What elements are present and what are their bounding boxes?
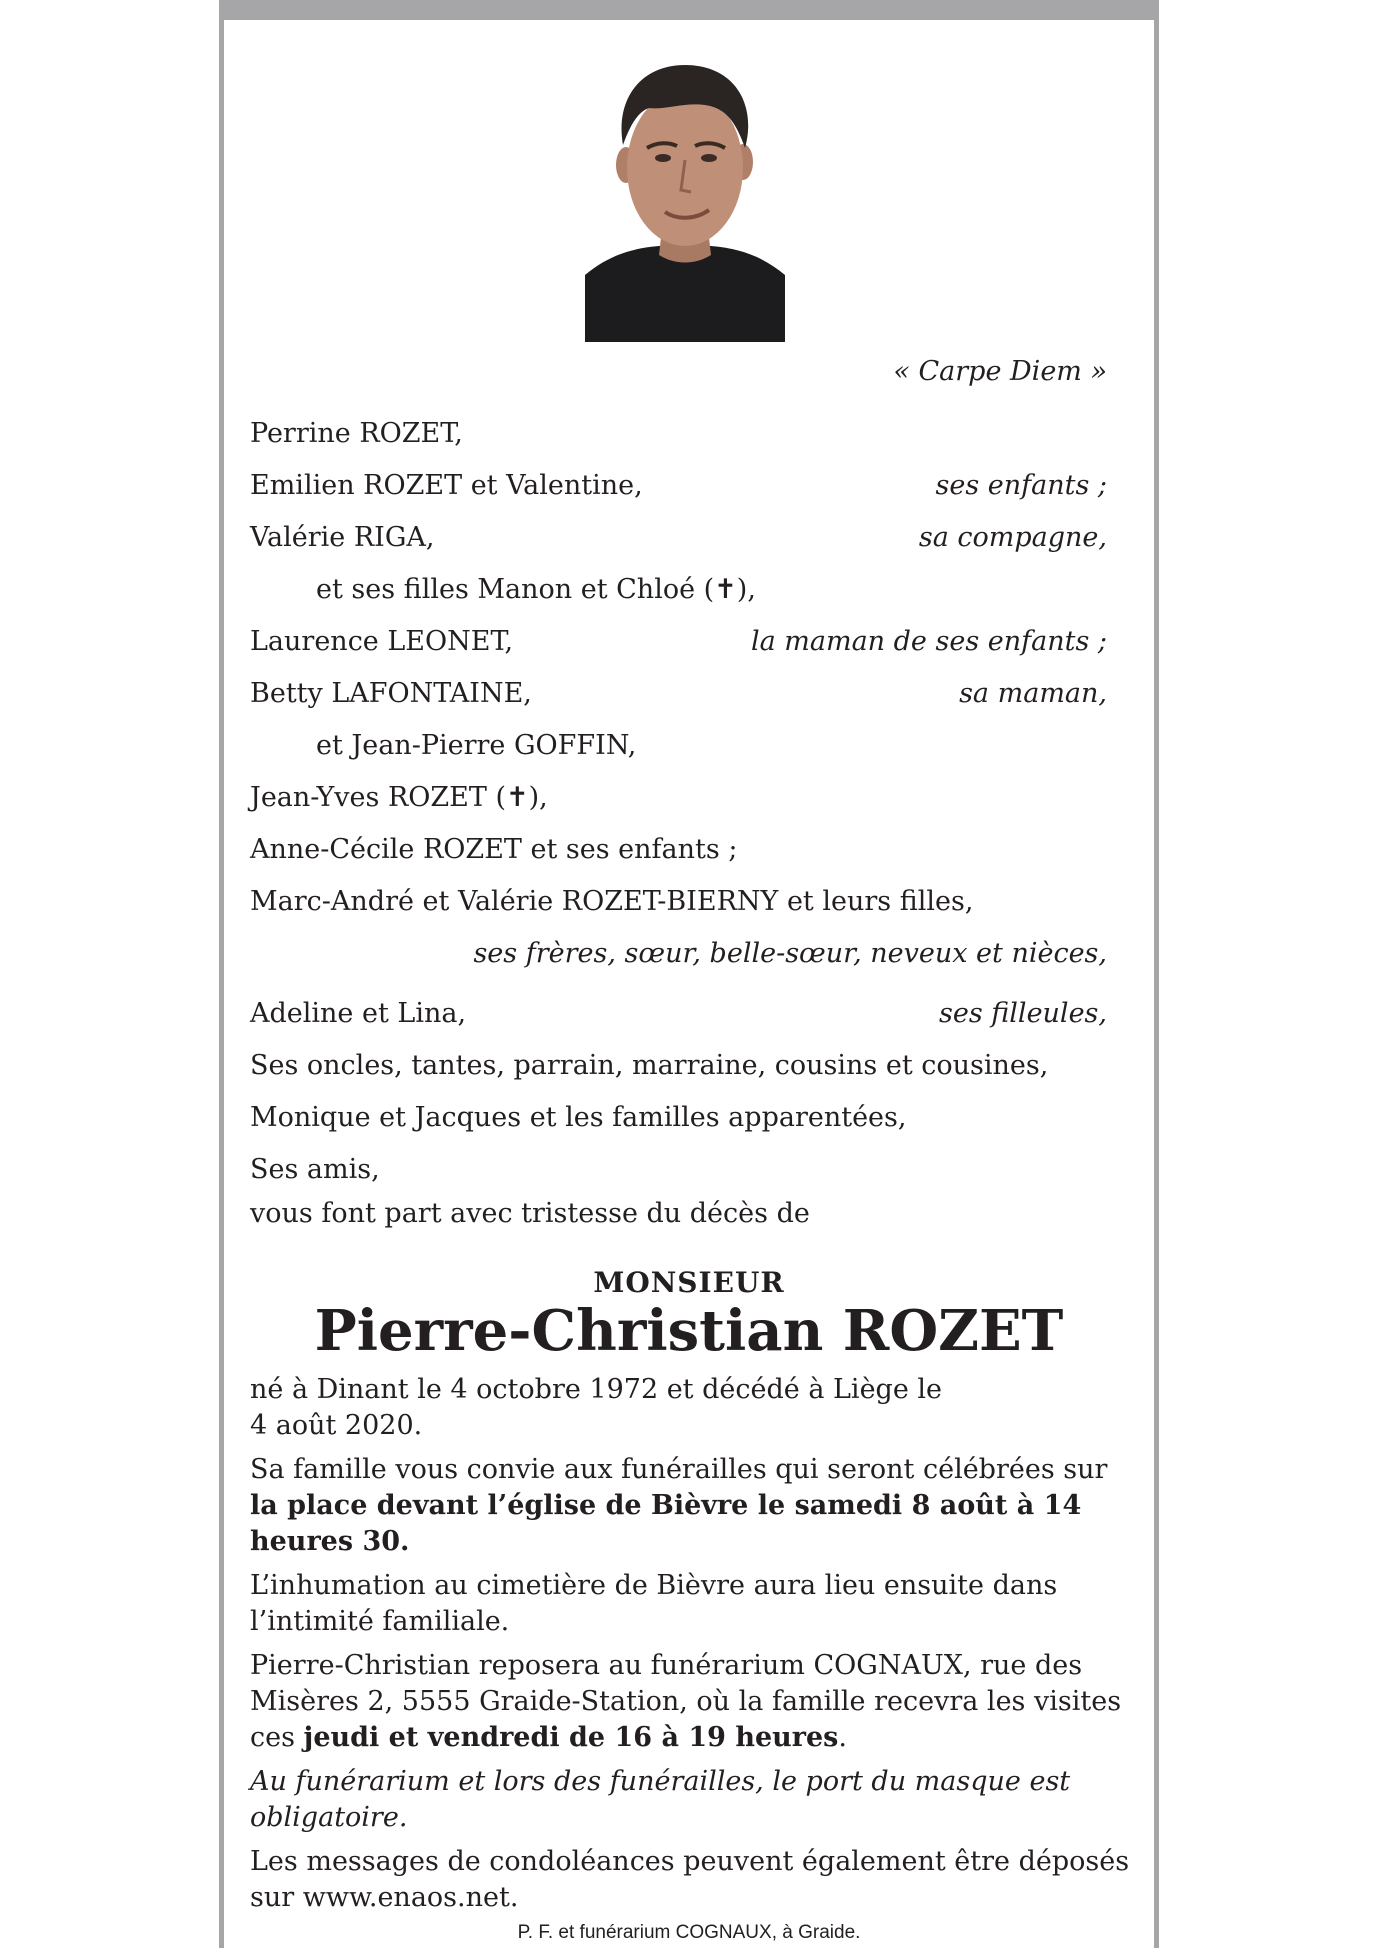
resting-paragraph bbox=[250, 1648, 1130, 1756]
epigraph-quote: « Carpe Diem » bbox=[893, 356, 1107, 387]
announcement-line: vous font part avec tristesse du décès de bbox=[250, 1198, 810, 1229]
family-emilien: Emilien ROZET et Valentine, bbox=[250, 470, 643, 501]
family-filles: et ses filles Manon et Chloé (✝), bbox=[316, 574, 756, 605]
family-oncles: Ses oncles, tantes, parrain, marraine, cousins et cousines, bbox=[250, 1050, 1049, 1081]
family-perrine: Perrine ROZET, bbox=[250, 418, 463, 449]
obituary-frame bbox=[219, 0, 1159, 1948]
family-adeline: Adeline et Lina, bbox=[250, 998, 467, 1029]
birth-line-1: né à Dinant le 4 octobre 1972 et décédé à Liège le bbox=[250, 1374, 943, 1405]
family-amis: Ses amis, bbox=[250, 1154, 380, 1185]
mask-notice: Au funérarium et lors des funérailles, le port du masque est obligatoire. bbox=[250, 1766, 1071, 1833]
resting-intro: Pierre-Christian reposera au funérarium COGNAUX, rue des Misères 2, 5555 Graide-Station, où la famille recevra les visites ces bbox=[250, 1650, 1122, 1753]
burial-paragraph: L’inhumation au cimetière de Bièvre aura lieu ensuite dans l’intimité familiale. bbox=[250, 1570, 1058, 1637]
role-maman-enfants: la maman de ses enfants ; bbox=[750, 626, 1107, 657]
deceased-name: Pierre-Christian ROZET bbox=[314, 1298, 1064, 1364]
family-anne-cecile: Anne-Cécile ROZET et ses enfants ; bbox=[250, 834, 738, 865]
portrait-illustration bbox=[585, 50, 785, 342]
family-jean-pierre: et Jean-Pierre GOFFIN, bbox=[316, 730, 637, 761]
role-maman: sa maman, bbox=[959, 678, 1107, 709]
visiting-hours: jeudi et vendredi de 16 à 19 heures bbox=[303, 1722, 839, 1753]
resting-end: . bbox=[838, 1722, 847, 1753]
role-freres: ses frères, sœur, belle-sœur, neveux et nièces, bbox=[473, 938, 1107, 969]
family-jean-yves: Jean-Yves ROZET (✝), bbox=[250, 782, 548, 813]
obituary-card bbox=[224, 20, 1154, 1948]
role-enfants: ses enfants ; bbox=[935, 470, 1107, 501]
portrait-photo bbox=[585, 50, 785, 342]
funeral-intro: Sa famille vous convie aux funérailles qui seront célébrées sur bbox=[250, 1454, 1108, 1485]
funeral-place-time: la place devant l’église de Bièvre le samedi 8 août à 14 heures 30. bbox=[250, 1490, 1082, 1557]
family-laurence: Laurence LEONET, bbox=[250, 626, 514, 657]
condolences-paragraph: Les messages de condoléances peuvent également être déposés sur www.enaos.net. bbox=[250, 1846, 1130, 1913]
family-monique: Monique et Jacques et les familles apparentées, bbox=[250, 1102, 907, 1133]
funeral-paragraph bbox=[250, 1452, 1130, 1560]
deceased-title: MONSIEUR bbox=[593, 1266, 785, 1299]
family-valerie: Valérie RIGA, bbox=[250, 522, 435, 553]
family-marc-andre: Marc-André et Valérie ROZET-BIERNY et leurs filles, bbox=[250, 886, 974, 917]
role-filleules: ses filleules, bbox=[939, 998, 1107, 1029]
birth-death-paragraph bbox=[250, 1372, 1130, 1444]
family-betty: Betty LAFONTAINE, bbox=[250, 678, 532, 709]
birth-line-2: 4 août 2020. bbox=[250, 1410, 423, 1441]
funeral-home-footer: P. F. et funérarium COGNAUX, à Graide. bbox=[517, 1922, 861, 1943]
role-compagne: sa compagne, bbox=[918, 522, 1107, 553]
